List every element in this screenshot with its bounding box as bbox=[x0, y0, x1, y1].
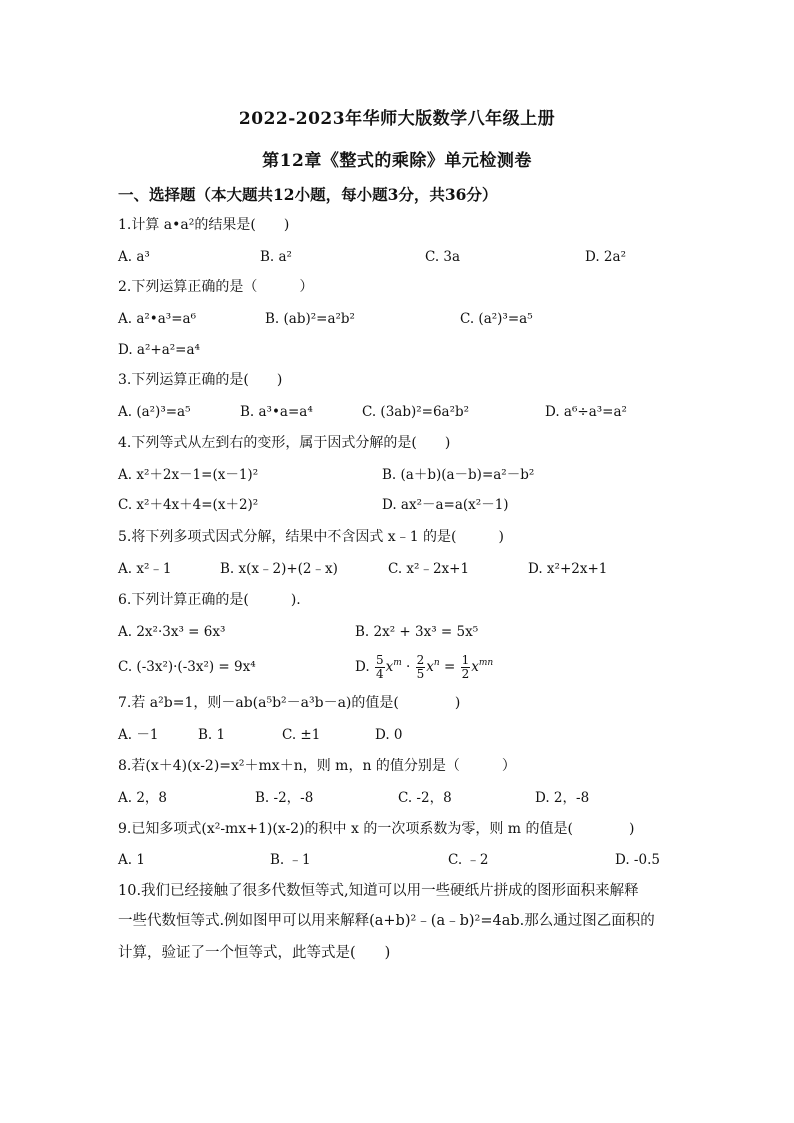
fraction-numerator: 1 bbox=[461, 653, 470, 667]
question-6-option-a: A. 2x²·3x³ = 6x³ bbox=[118, 624, 226, 640]
question-6-option-b: B. 2x² + 3x³ = 5x⁵ bbox=[355, 624, 479, 640]
question-3-option-d: D. a⁶÷a³=a² bbox=[545, 404, 627, 420]
fraction-2-5 bbox=[416, 654, 426, 681]
question-9-option-d: D. -0.5 bbox=[615, 852, 660, 868]
question-5-stem: 5.将下列多项式因式分解，结果中不含因式 x﹣1 的是( ) bbox=[118, 529, 504, 545]
document-title: 2022-2023年华师大版数学八年级上册 bbox=[238, 109, 556, 129]
question-1-option-c: C. 3a bbox=[425, 249, 461, 265]
question-6-option-d: D. $\frac{5}{4}$ $x^m$ · $\frac{2}{5}$ $x^n$ = $\frac{1}{2}$ $x^{mn}$ bbox=[355, 653, 494, 681]
question-5-option-c: C. x²﹣2x+1 bbox=[388, 561, 470, 577]
question-1-option-a: A. a³ bbox=[118, 249, 150, 265]
question-9-option-c: C. ﹣2 bbox=[448, 852, 489, 868]
question-7-stem: 7.若 a²b=1，则－ab(a⁵b²－a³b－a)的值是( ) bbox=[118, 695, 461, 711]
variable-x: $x^m$ bbox=[385, 658, 402, 675]
question-1-option-d: D. 2a² bbox=[585, 249, 626, 265]
fraction-numerator: 2 bbox=[416, 653, 425, 667]
question-7-option-c: C. ±1 bbox=[282, 727, 321, 743]
question-2-option-d: D. a²+a²=a⁴ bbox=[118, 342, 200, 358]
document-subtitle: 第12章《整式的乘除》单元检测卷 bbox=[262, 151, 532, 171]
question-3-stem: 3.下列运算正确的是( ) bbox=[118, 372, 283, 388]
fraction-5-4 bbox=[375, 654, 385, 681]
fraction-denominator: 5 bbox=[416, 667, 425, 681]
question-3-option-c: C. (3ab)²=6a²b² bbox=[362, 404, 470, 420]
question-4-option-b: B. (a＋b)(a－b)=a²－b² bbox=[382, 467, 535, 483]
fraction-denominator: 4 bbox=[375, 667, 384, 681]
question-9-stem: 9.已知多项式(x²-mx+1)(x-2)的积中 x 的一次项系数为零，则 m 的值是( ) bbox=[118, 821, 635, 837]
variable-x: $x^n$ bbox=[426, 658, 440, 675]
question-4-stem: 4.下列等式从左到右的变形，属于因式分解的是( ) bbox=[118, 435, 451, 451]
question-1-option-b: B. a² bbox=[260, 249, 292, 265]
question-8-option-b: B. -2，-8 bbox=[255, 790, 314, 806]
question-7-option-b: B. 1 bbox=[198, 727, 226, 743]
question-5-option-b: B. x(x﹣2)+(2﹣x) bbox=[220, 561, 338, 577]
section-heading: 一、选择题（本大题共12小题，每小题3分，共36分） bbox=[118, 185, 498, 204]
fraction-denominator: 2 bbox=[461, 667, 470, 681]
question-2-option-c: C. (a²)³=a⁵ bbox=[460, 311, 533, 327]
question-5-option-a: A. x²﹣1 bbox=[118, 561, 172, 577]
question-4-option-d: D. ax²－a=a(x²－1) bbox=[382, 497, 509, 513]
question-6-stem: 6.下列计算正确的是( ). bbox=[118, 592, 301, 608]
question-4-option-a: A. x²＋2x－1=(x－1)² bbox=[118, 467, 259, 483]
question-3-option-a: A. (a²)³=a⁵ bbox=[118, 404, 191, 420]
fraction-1-2 bbox=[461, 654, 471, 681]
question-8-option-d: D. 2，-8 bbox=[535, 790, 590, 806]
question-2-stem: 2.下列运算正确的是（ ） bbox=[118, 279, 314, 295]
question-10-line-1: 10.我们已经接触了很多代数恒等式,知道可以用一些硬纸片拼成的图形面积来解释 bbox=[118, 883, 639, 899]
fraction-numerator: 5 bbox=[375, 653, 384, 667]
question-7-option-d: D. 0 bbox=[375, 727, 403, 743]
question-6-option-c: C. (-3x²)·(-3x²) = 9x⁴ bbox=[118, 659, 256, 675]
question-8-option-c: C. -2，8 bbox=[398, 790, 452, 806]
question-4-option-c: C. x²＋4x＋4=(x＋2)² bbox=[118, 497, 259, 513]
question-5-option-d: D. x²+2x+1 bbox=[528, 561, 608, 577]
question-9-option-b: B. ﹣1 bbox=[270, 852, 311, 868]
question-10-line-3: 计算，验证了一个恒等式，此等式是( ) bbox=[118, 945, 391, 961]
question-10-line-2: 一些代数恒等式.例如图甲可以用来解释(a+b)²﹣(a﹣b)²=4ab.那么通过图乙面积的 bbox=[118, 913, 655, 929]
question-2-option-a: A. a²•a³=a⁶ bbox=[118, 311, 196, 327]
question-8-option-a: A. 2，8 bbox=[118, 790, 168, 806]
question-8-stem: 8.若(x＋4)(x-2)=x²＋mx＋n，则 m，n 的值分别是（ ） bbox=[118, 758, 516, 774]
question-1-stem: 1.计算 a•a²的结果是( ) bbox=[118, 217, 290, 233]
question-2-option-b: B. (ab)²=a²b² bbox=[265, 311, 355, 327]
question-3-option-b: B. a³•a=a⁴ bbox=[240, 404, 313, 420]
question-6-option-d-prefix: D. bbox=[355, 659, 370, 675]
question-9-option-a: A. 1 bbox=[118, 852, 145, 868]
variable-x: $x^{mn}$ bbox=[471, 658, 494, 675]
question-7-option-a: A. －1 bbox=[118, 727, 159, 743]
